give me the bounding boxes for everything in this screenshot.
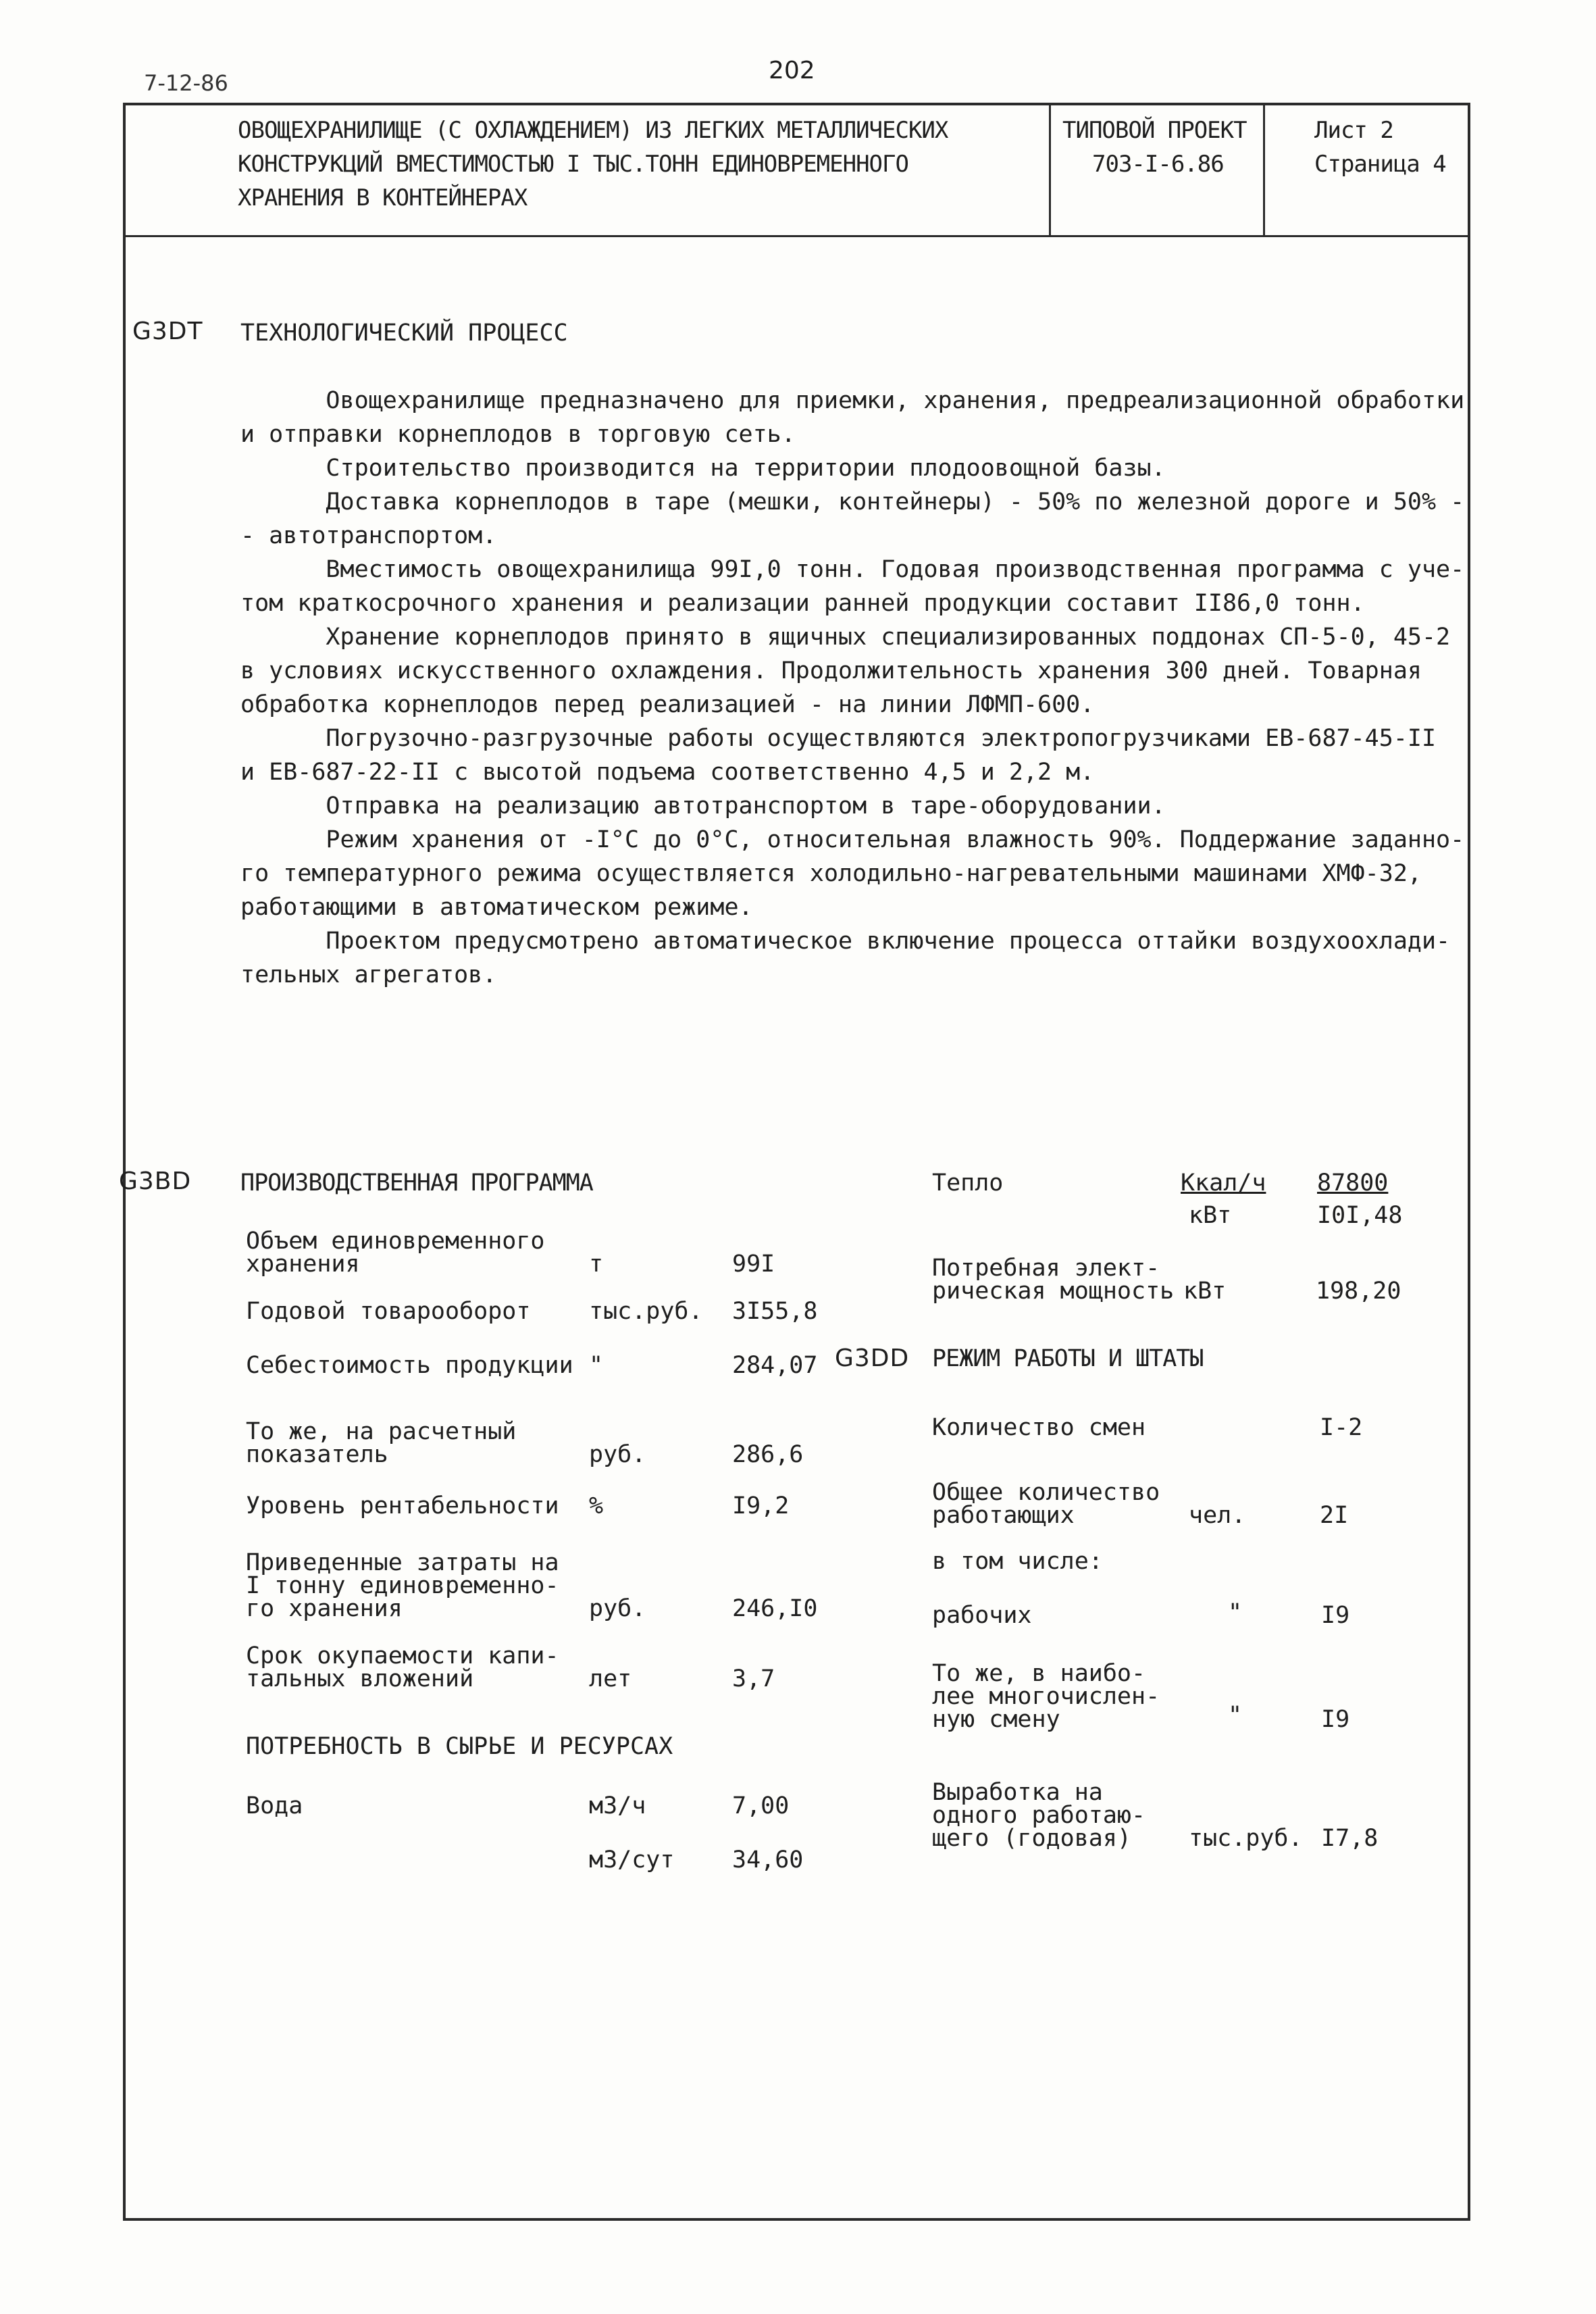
paragraph-line: и отправки корнеплодов в торговую сеть. — [240, 421, 796, 448]
row-value: 246,I0 — [732, 1595, 818, 1622]
section-code: G3BD — [119, 1167, 192, 1195]
paragraph-line: работающими в автоматическом режиме. — [240, 894, 753, 921]
heat-label: Тепло — [932, 1169, 1004, 1197]
output-label: Выработка на — [932, 1779, 1103, 1806]
paragraph-line: Овощехранилище предназначено для приемки, хранения, предреализационной обработки — [240, 387, 1465, 414]
row-label: Себестоимость продукции — [246, 1352, 573, 1379]
row-value: 3I55,8 — [732, 1298, 818, 1325]
row-unit: " — [589, 1352, 604, 1379]
row-label: Годовой товарооборот — [246, 1298, 531, 1325]
power-unit: кВт — [1183, 1278, 1227, 1305]
paragraph-line: обработка корнеплодов перед реализацией - на линии ЛФМП-600. — [240, 691, 1095, 718]
paragraph-line: Хранение корнеплодов принято в ящичных специализированных поддонах СП-5-0, 45-2 — [240, 624, 1451, 651]
output-label: одного работаю- — [932, 1802, 1146, 1829]
resources-title: ПОТРЕБНОСТЬ В СЫРЬЕ И РЕСУРСАХ — [246, 1733, 673, 1760]
shift-max-label: лее многочислен- — [932, 1683, 1160, 1710]
paragraph-line: Отправка на реализацию автотранспортом в таре-оборудовании. — [240, 793, 1166, 820]
paragraph-line: Режим хранения от -I°С до 0°С, относительная влажность 90%. Поддержание заданно- — [240, 826, 1465, 853]
process-text — [240, 384, 1464, 992]
row-label: показатель — [246, 1441, 388, 1468]
row-label: Приведенные затраты на — [246, 1549, 559, 1576]
shift-max-label: То же, в наибо- — [932, 1660, 1146, 1687]
row-label: тальных вложений — [246, 1665, 474, 1692]
heat-value-kcal: 87800 — [1317, 1169, 1389, 1197]
paragraph-line: и ЕВ-687-22-II с высотой подъема соответственно 4,5 и 2,2 м. — [240, 759, 1095, 786]
laborers-label: рабочих — [932, 1602, 1032, 1629]
document-code: 7-12-86 — [144, 70, 228, 96]
row-unit: тыс.руб. — [589, 1298, 703, 1325]
heat-unit-kw: кВт — [1189, 1202, 1232, 1229]
row-value: 3,7 — [732, 1665, 775, 1692]
shifts-value: I-2 — [1320, 1414, 1363, 1441]
paragraph-line: Доставка корнеплодов в таре (мешки, контейнеры) - 50% по железной дороге и 50% - — [240, 488, 1465, 515]
power-label: Потребная элект- — [932, 1255, 1160, 1282]
section-code: G3DT — [132, 318, 203, 345]
row-label: I тонну единовременно- — [246, 1572, 559, 1599]
row-unit: лет — [589, 1665, 632, 1692]
section-title: ПРОИЗВОДСТВЕННАЯ ПРОГРАММА — [240, 1169, 593, 1197]
water-unit-day: м3/сут — [589, 1846, 675, 1873]
row-label: го хранения — [246, 1595, 403, 1622]
heat-value-kw: I0I,48 — [1317, 1202, 1403, 1229]
paragraph-line: Вместимость овощехранилища 99I,0 тонн. Годовая производственная программа с уче- — [240, 556, 1465, 583]
paragraph-line: тельных агрегатов. — [240, 961, 497, 988]
water-label: Вода — [246, 1792, 303, 1819]
row-value: 99I — [732, 1251, 775, 1278]
paragraph-line: Проектом предусмотрено автоматическое включение процесса оттайки воздухоохлади- — [240, 928, 1451, 955]
title-line: ХРАНЕНИЯ В КОНТЕЙНЕРАХ — [238, 184, 527, 211]
water-unit-hour: м3/ч — [589, 1792, 646, 1819]
heat-unit-kcal: Ккал/ч — [1181, 1169, 1266, 1197]
laborers-value: I9 — [1321, 1602, 1350, 1629]
paragraph-line: го температурного режима осуществляется холодильно-нагревательными машинами ХМФ-32, — [240, 860, 1422, 887]
paragraph-line: в условиях искусственного охлаждения. Продолжительность хранения 300 дней. Товарная — [240, 657, 1422, 684]
water-value-day: 34,60 — [732, 1846, 804, 1873]
shift-max-label: ную смену — [932, 1706, 1060, 1733]
output-label: щего (годовая) — [932, 1825, 1132, 1852]
section-title: ТЕХНОЛОГИЧЕСКИЙ ПРОЦЕСС — [240, 320, 568, 347]
power-value: 198,20 — [1316, 1278, 1401, 1305]
paragraph-line: том краткосрочного хранения и реализации ранней продукции составит II86,0 тонн. — [240, 590, 1365, 617]
row-label: Срок окупаемости капи- — [246, 1642, 559, 1669]
water-value-hour: 7,00 — [732, 1792, 790, 1819]
paragraph-line: Погрузочно-разгрузочные работы осуществляются электропогрузчиками ЕВ-687-45-II — [240, 725, 1437, 752]
row-label: Объем единовременного — [246, 1228, 545, 1255]
sheet-label: Лист 2 — [1314, 117, 1393, 144]
row-label: То же, на расчетный — [246, 1418, 517, 1445]
page-number: 202 — [769, 57, 815, 84]
paragraph-line: - автотранспортом. — [240, 522, 497, 549]
workers-value: 2I — [1320, 1502, 1349, 1529]
shift-max-unit: " — [1228, 1702, 1243, 1729]
row-unit: руб. — [589, 1595, 646, 1622]
row-label: хранения — [246, 1251, 360, 1278]
row-label: Уровень рентабельности — [246, 1492, 559, 1519]
output-value: I7,8 — [1321, 1825, 1379, 1852]
project-number: 703-I-6.86 — [1092, 151, 1224, 178]
title-line: ОВОЩЕХРАНИЛИЩЕ (С ОХЛАЖДЕНИЕМ) ИЗ ЛЕГКИХ МЕТАЛЛИЧЕСКИХ — [238, 117, 948, 144]
workers-unit: чел. — [1189, 1502, 1246, 1529]
including-label: в том числе: — [932, 1548, 1103, 1575]
laborers-unit: " — [1228, 1599, 1243, 1626]
row-unit: т — [589, 1251, 604, 1278]
row-value: 284,07 — [732, 1352, 818, 1379]
page-label: Страница 4 — [1314, 151, 1446, 178]
workers-label: Общее количество — [932, 1479, 1160, 1506]
title-line: КОНСТРУКЦИЙ ВМЕСТИМОСТЬЮ I ТЫС.ТОНН ЕДИНОВРЕМЕННОГО — [238, 151, 908, 178]
row-unit: % — [589, 1492, 604, 1519]
row-value: 286,6 — [732, 1441, 804, 1468]
output-unit: тыс.руб. — [1189, 1825, 1303, 1852]
paragraph-line: Строительство производится на территории плодоовощной базы. — [240, 455, 1166, 482]
row-unit: руб. — [589, 1441, 646, 1468]
power-label: рическая мощность — [932, 1278, 1175, 1305]
workers-label: работающих — [932, 1502, 1075, 1529]
project-label: ТИПОВОЙ ПРОЕКТ — [1062, 117, 1247, 144]
shift-max-value: I9 — [1321, 1706, 1350, 1733]
row-value: I9,2 — [732, 1492, 790, 1519]
section-code: G3DD — [835, 1344, 910, 1372]
shifts-label: Количество смен — [932, 1414, 1146, 1441]
section-title: РЕЖИМ РАБОТЫ И ШТАТЫ — [932, 1345, 1204, 1372]
